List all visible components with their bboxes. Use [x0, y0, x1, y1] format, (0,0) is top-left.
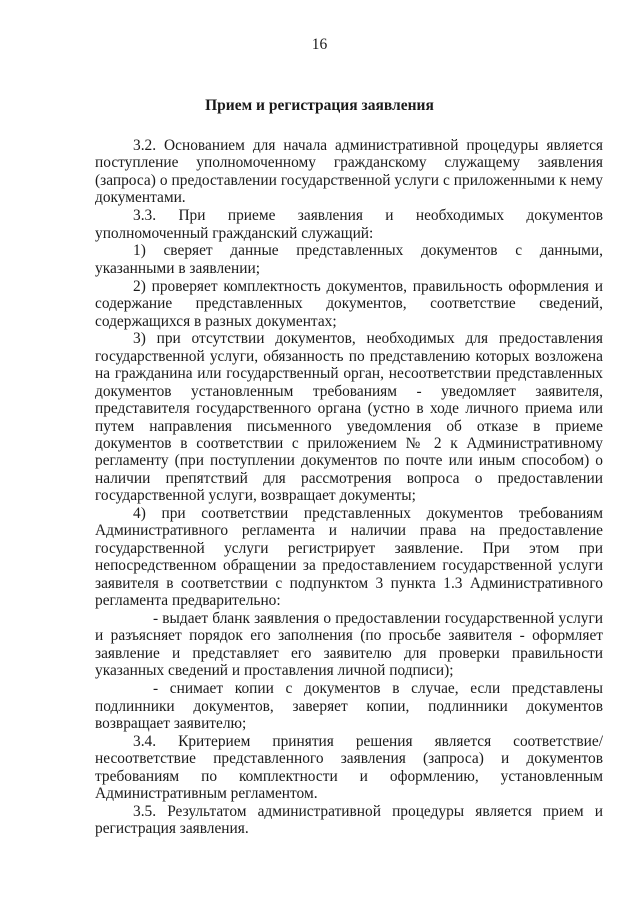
list-item-2: 2) проверяет комплектность документов, правильность оформления и содержание представленных документов, соответствие сведений, содержащихся в разных документах;	[95, 277, 603, 330]
paragraph-3-3: 3.3. При приеме заявления и необходимых документов уполномоченный гражданский служащий:	[95, 207, 603, 242]
paragraph-3-2: 3.2. Основанием для начала административной процедуры является поступление уполномоченному гражданскому служащему заявления (запроса) о предоставлении государственной услуги с приложенными к нему документами.	[95, 137, 603, 207]
section-title: Прием и регистрация заявления	[205, 97, 434, 114]
list-item-3: 3) при отсутствии документов, необходимых для предоставления государственной услуги, обязанность по представлению которых возложена на гражданина или государственный орган, несоответствии представленных документов установленным требованиям - уведомляет заявителя, представителя государственного органа (устно в ходе личного приема или путем направления письменного уведомления об отказе в приеме документов в соответствии с приложением № 2 к Административному регламенту (при поступлении документов по почте или иным способом) о наличии препятствий для рассмотрения вопроса о предоставлении государственной услуги, возвращает документы;	[95, 330, 603, 505]
sub-item-copies: - снимает копии с документов в случае, если представлены подлинники документов, заверяет копии, подлинники документов возвращает заявителю;	[95, 680, 603, 732]
sub-item-issue-form: - выдает бланк заявления о предоставлении государственной услуги и разъясняет порядок его заполнения (по просьбе заявителя - оформляет заявление и представляет его заявителю для проверки правильности указанных сведений и проставления личной подписи);	[95, 609, 603, 680]
paragraph-3-4: 3.4. Критерием принятия решения является соответствие/несоответствие представленного заявления (запроса) и документов требованиям по комплектности и оформлению, установленным Административным регламентом.	[95, 732, 603, 803]
document-body	[95, 137, 603, 838]
paragraph-3-5: 3.5. Результатом административной процедуры является прием и регистрация заявления.	[95, 802, 603, 838]
list-item-4: 4) при соответствии представленных документов требованиям Административного регламента и наличии права на предоставление государственной услуги регистрирует заявление. При этом при непосредственном обращении за предоставлением государственной услуги заявителя в соответствии с подпунктом 3 пункта 1.3 Административного регламента предварительно:	[95, 505, 603, 610]
list-item-1: 1) сверяет данные представленных документов с данными, указанными в заявлении;	[95, 242, 603, 277]
page-number: 16	[311, 36, 328, 53]
